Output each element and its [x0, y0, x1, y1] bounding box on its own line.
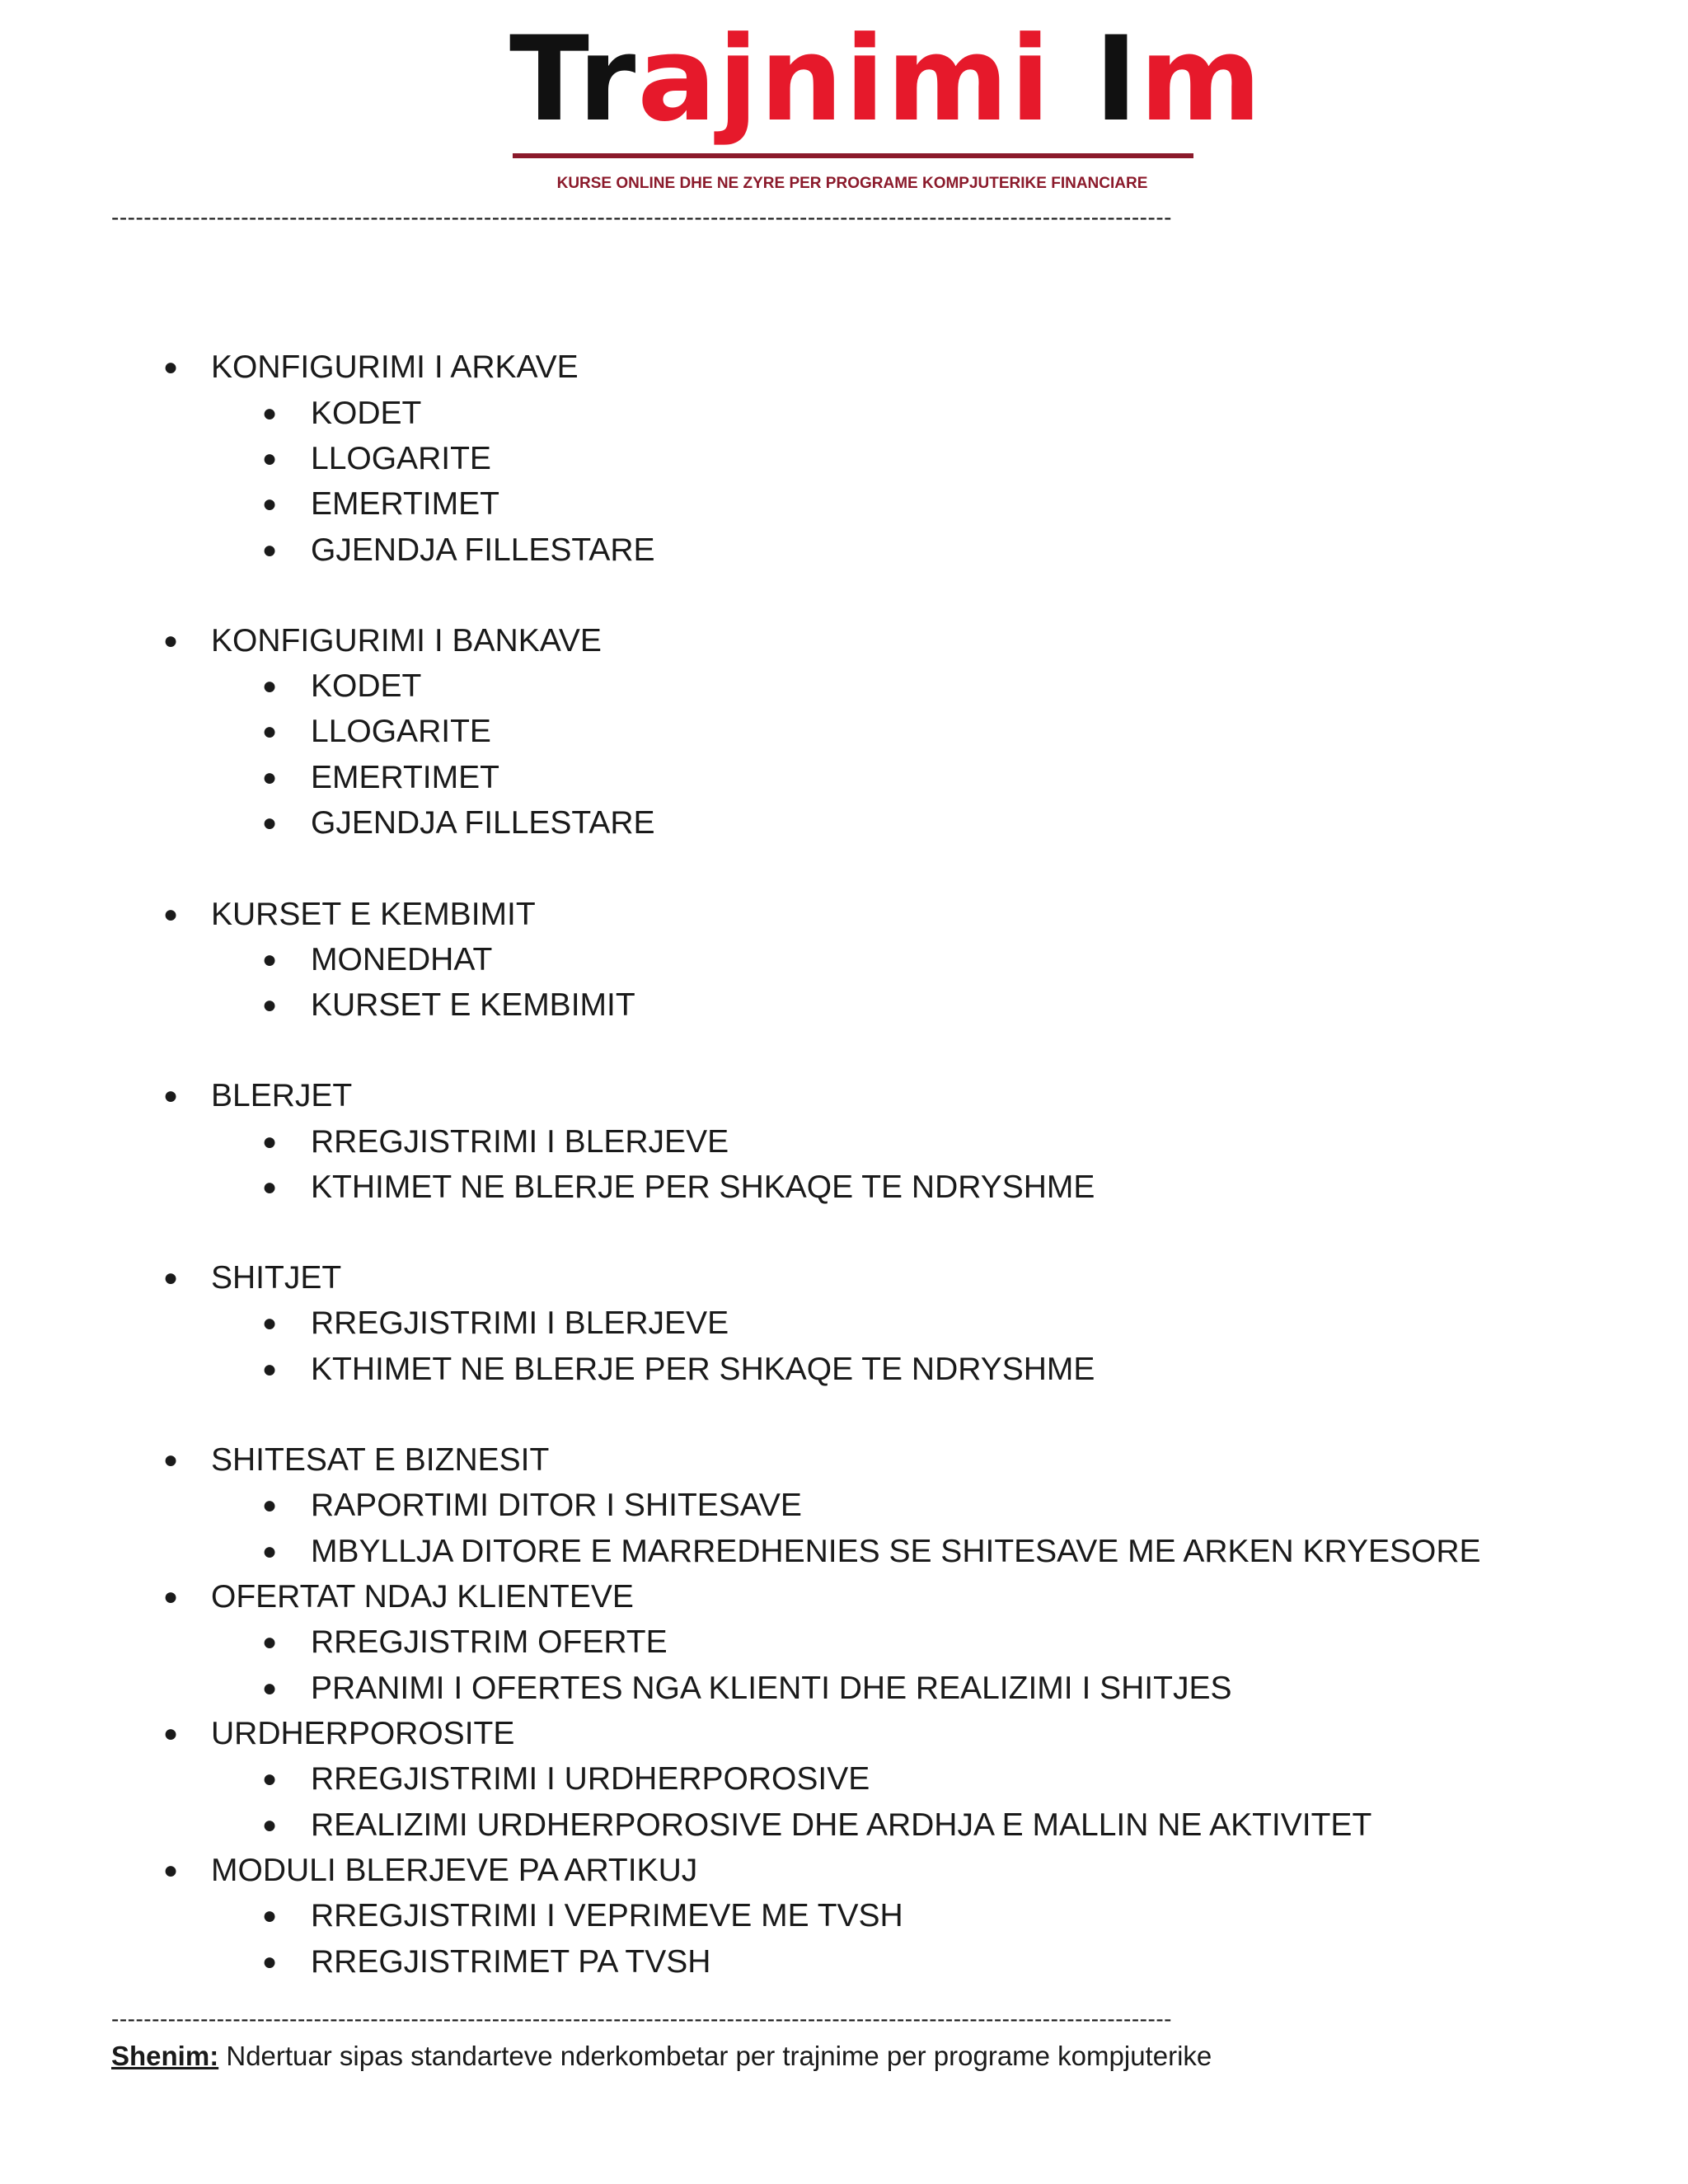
bullet-icon: ●: [262, 1310, 278, 1337]
outline-item-label: PRANIMI I OFERTES NGA KLIENTI DHE REALIZIMI I SHITJES: [311, 1671, 1232, 1706]
outline-item-label: KONFIGURIMI I BANKAVE: [211, 623, 602, 658]
bullet-icon: ●: [262, 445, 278, 472]
outline-item-label: RREGJISTRIMI I BLERJEVE: [311, 1124, 729, 1160]
outline-item-label: RREGJISTRIMI I BLERJEVE: [311, 1305, 729, 1341]
outline-item-label: MBYLLJA DITORE E MARREDHENIES SE SHITESAVE ME ARKEN KRYESORE: [311, 1534, 1481, 1569]
outline-item-label: KODET: [311, 396, 422, 431]
logo: [509, 12, 1264, 193]
bullet-icon: ●: [262, 764, 278, 791]
outline-item-label: KTHIMET NE BLERJE PER SHKAQE TE NDRYSHME: [311, 1352, 1095, 1387]
outline-item-label: KURSET E KEMBIMIT: [311, 987, 635, 1023]
bullet-icon: ●: [163, 1082, 179, 1109]
bullet-icon: ●: [262, 1128, 278, 1155]
outline-item-label: URDHERPOROSITE: [211, 1716, 515, 1751]
outline-item-label: SHITJET: [211, 1260, 342, 1296]
logo-word-part: I: [1094, 12, 1140, 148]
bullet-icon: ●: [262, 1675, 278, 1702]
outline-item-label: RREGJISTRIMI I URDHERPOROSIVE: [311, 1761, 870, 1797]
outline-item-label: EMERTIMET: [311, 760, 499, 795]
bullet-icon: ●: [163, 1583, 179, 1610]
bullet-icon: ●: [262, 1765, 278, 1793]
bullet-icon: ●: [262, 1356, 278, 1383]
outline-item-label: LLOGARITE: [311, 441, 491, 476]
bullet-icon: ●: [262, 1174, 278, 1201]
logo-word-part: m: [1139, 12, 1264, 148]
outline-item-label: MONEDHAT: [311, 942, 493, 977]
bullet-icon: ●: [262, 537, 278, 564]
logo-tagline: KURSE ONLINE DHE NE ZYRE PER PROGRAME KOMPJUTERIKE FINANCIARE: [556, 175, 1148, 192]
bullet-icon: ●: [262, 1811, 278, 1839]
outline-item-label: BLERJET: [211, 1078, 353, 1113]
outline-item-label: GJENDJA FILLESTARE: [311, 805, 655, 841]
bullet-icon: ●: [262, 1492, 278, 1519]
bullet-icon: ●: [262, 400, 278, 427]
bullet-icon: ●: [163, 901, 179, 928]
bottom-separator: -----------------------------------------------------------------------------------------------------------------------------------: [111, 2007, 1172, 2032]
note-text: Ndertuar sipas standarteve nderkombetar per trajnime per programe kompjuterike: [218, 2041, 1212, 2071]
outline-item-label: SHITESAT E BIZNESIT: [211, 1442, 550, 1478]
outline-item-label: OFERTAT NDAJ KLIENTEVE: [211, 1579, 634, 1615]
logo-wordmark: [509, 12, 1264, 148]
note-label: Shenim:: [111, 2041, 219, 2071]
bullet-icon: ●: [262, 1948, 278, 1975]
bullet-icon: ●: [262, 718, 278, 745]
bullet-icon: ●: [163, 1446, 179, 1474]
bullet-icon: ●: [262, 1538, 278, 1565]
outline-item-label: GJENDJA FILLESTARE: [311, 532, 655, 568]
outline-item-label: LLOGARITE: [311, 714, 491, 749]
outline-item-label: RREGJISTRIMI I VEPRIMEVE ME TVSH: [311, 1898, 903, 1933]
outline-item-label: RREGJISTRIM OFERTE: [311, 1624, 668, 1660]
bullet-icon: ●: [163, 1720, 179, 1747]
bullet-icon: ●: [163, 1264, 179, 1291]
bullet-icon: ●: [262, 1902, 278, 1929]
outline-item-label: RAPORTIMI DITOR I SHITESAVE: [311, 1488, 802, 1523]
logo-word-part: Tr: [509, 12, 638, 148]
footer-note: [111, 2036, 1212, 2077]
bullet-icon: ●: [163, 627, 179, 654]
bullet-icon: ●: [262, 1629, 278, 1656]
outline-item-label: REALIZIMI URDHERPOROSIVE DHE ARDHJA E MALLIN NE AKTIVITET: [311, 1807, 1372, 1843]
outline-item-label: KONFIGURIMI I ARKAVE: [211, 349, 579, 385]
logo-underline: [513, 153, 1193, 158]
bullet-icon: ●: [163, 354, 179, 381]
bullet-icon: ●: [163, 1857, 179, 1884]
bullet-icon: ●: [262, 490, 278, 518]
top-separator: -----------------------------------------------------------------------------------------------------------------------------------: [111, 205, 1172, 230]
outline-item-label: KTHIMET NE BLERJE PER SHKAQE TE NDRYSHME: [311, 1169, 1095, 1205]
outline-item-label: EMERTIMET: [311, 486, 499, 522]
bullet-icon: ●: [262, 946, 278, 973]
bullet-icon: ●: [262, 673, 278, 700]
outline-item-label: KURSET E KEMBIMIT: [211, 897, 536, 932]
outline-item-label: KODET: [311, 668, 422, 704]
bullet-icon: ●: [262, 809, 278, 837]
bullet-icon: ●: [262, 991, 278, 1019]
outline-item-label: RREGJISTRIMET PA TVSH: [311, 1944, 711, 1980]
outline-item-label: MODULI BLERJEVE PA ARTIKUJ: [211, 1853, 698, 1888]
logo-word-part: ajnimi: [637, 12, 1053, 148]
